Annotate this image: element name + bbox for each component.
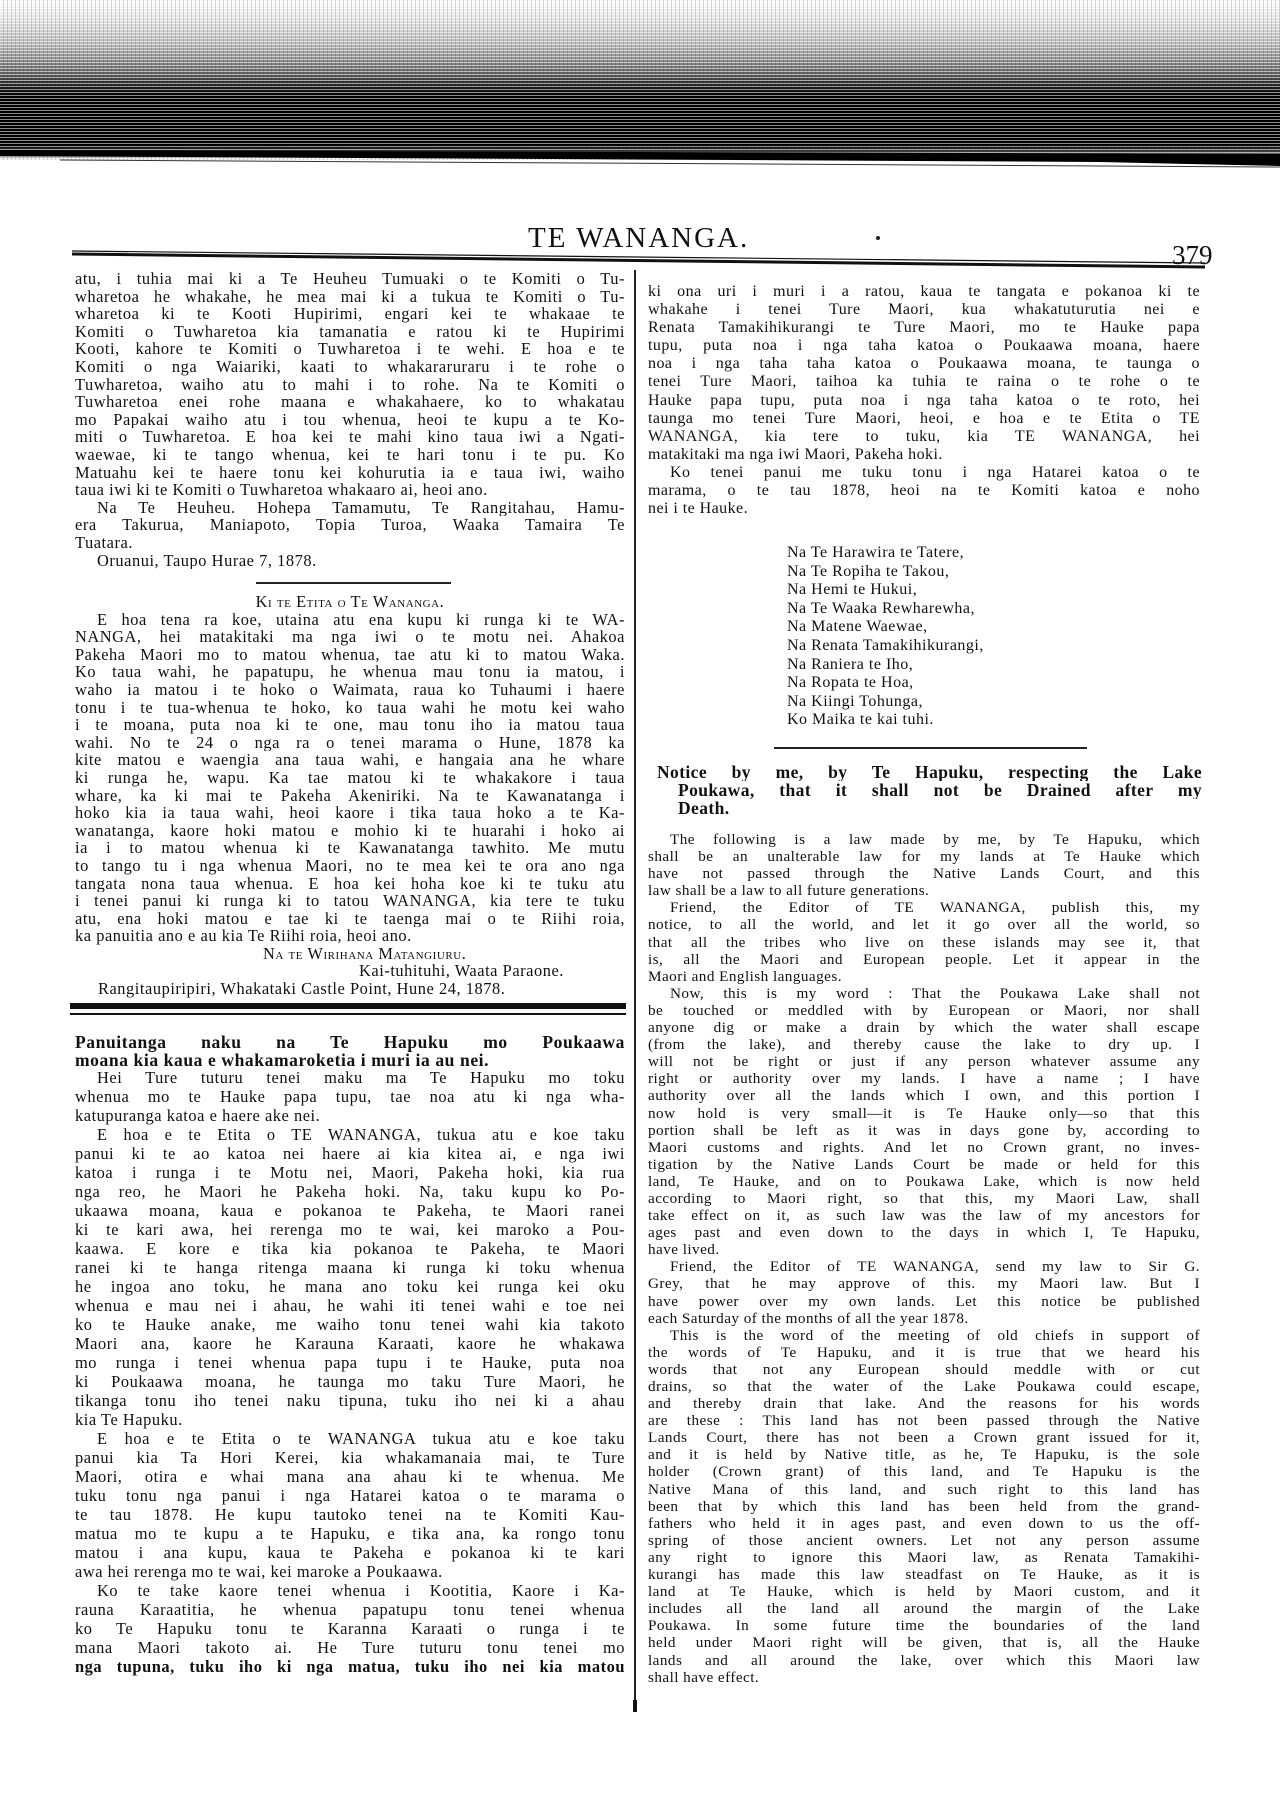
section-rule (256, 582, 451, 584)
text-line: awa hei rerenga mo te wai, kei maroke a Poukaawa. (75, 1562, 443, 1581)
signatory-name: Na Kiingi Tohunga, (787, 692, 924, 710)
text-line: take effect on it, as such law was the law of my ancestors for (648, 1207, 1200, 1225)
signatory-name: Na Renata Tamakihikurangi, (787, 636, 984, 654)
column-divider (634, 270, 636, 1710)
text-line: E hoa tena ra koe, utaina atu ena kupu ki runga ki te WA- (97, 610, 625, 629)
text-line: WANANGA, kia tere to tuku, kia TE WANANGA, hei (648, 427, 1200, 445)
text-line: ka panuitia ano e au kia Te Riihi roia, heoi ano. (75, 927, 412, 945)
signatory-name: Na Raniera te Iho, (787, 655, 914, 673)
text-line: any right to ignore this Maori law, as Renata Tamakihi- (648, 1548, 1200, 1566)
text-line: whenua mo te Hauke papa tupu, tae noa atu ki nga wha- (75, 1087, 625, 1106)
text-line: Matuahu kei te haere tonu kei kohurutia ia e taua iwi, waiho (75, 463, 625, 482)
place-date-line: Rangitaupiripiri, Whakataki Castle Point, Hune 24, 1878. (98, 980, 506, 998)
panuitanga-heading (75, 1034, 625, 1069)
text-line: Native Mana of this land, and such right to this land has (648, 1480, 1200, 1498)
text-line: ko Te Hapuku tonu te Karanna Karaati o runga i te (75, 1619, 625, 1638)
text-line: have not passed through the Native Lands Court, and this (648, 865, 1200, 883)
paragraph (75, 1068, 625, 1125)
text-line: waho ia matou i te hoko o Waimata, raua ko Tuhaumi i haere (75, 680, 625, 699)
text-line: i te moana, puta noa ki te one, mau tonu iho ia matou taua (75, 716, 625, 734)
text-line: notice, to all the world, and let it go over all the world, so (648, 916, 1200, 934)
text-line: tonu i te tua-whenua te hoko, ko taua wahi he motu kei waho (75, 698, 625, 717)
text-line: Ko te take kaore tenei whenua i Kootitia, Kaore i Ka- (97, 1581, 625, 1600)
text-line: NANGA, hei matakitaki ma nga iwi o te motu nei. Ahakoa (75, 628, 625, 646)
text-line: tikanga tonu iho tenei naku tipuna, tuku iho nei ki a ahau (75, 1391, 625, 1410)
heading-line: Panuitanga naku na Te Hapuku mo Poukaawa (75, 1034, 625, 1052)
text-line: Ko taua wahi, he papatupu, he whenua mau tonu ia matou, i (75, 663, 625, 681)
text-line: mo Papakai waiho atu i tou whenua, heoi te kupu a te Ko- (75, 410, 625, 429)
signatory-name: Na Matene Waewae, (787, 618, 928, 636)
text-line: Maori and English languages. (648, 967, 842, 985)
text-line: ki Poukaawa moana, he taunga mo taku Ture Maori, he (75, 1372, 625, 1391)
text-line: ki te kari awa, hei rerenga mo te wai, kei maroko a Pou- (75, 1220, 625, 1239)
text-line: tuku tonu nga panui i nga Hatarei katoa o te marama o (75, 1486, 625, 1505)
signatory-name: Na Ropata te Hoa, (787, 674, 914, 692)
signature: Na te Wirihana Matangiuru. (263, 944, 467, 963)
text-line: kurangi has made this law steadfast on Te Hauke, as it is (648, 1566, 1200, 1584)
text-line: Hei Ture tuturu tenei maku ma Te Hapuku mo toku (97, 1068, 625, 1087)
text-line: be touched or meddled with by European or Maori, nor shall (648, 1001, 1200, 1019)
text-line: anyone dig or make a drain by which the water shall escape (648, 1019, 1200, 1037)
text-line: (from the lake), and thereby cause the lake to dry up. I (648, 1036, 1200, 1054)
paragraph (648, 831, 1200, 899)
text-line: shall be an unalterable law for my lands at Te Hauke which (648, 848, 1200, 866)
paragraph (75, 270, 625, 499)
text-line: Hauke papa tupu, puta noa i nga taha katoa o te roto, hei (648, 391, 1200, 409)
article-letter-to-editor (75, 593, 625, 998)
text-line: Komiti o Tuwharetoa kia tamanatia e ratou ki te Hupirimi (75, 322, 625, 341)
text-line: whenua e mau nei i ahau, he wahi iti tenei wahi e toe nei (75, 1296, 625, 1315)
masthead-title: TE WANANGA. (528, 222, 750, 254)
section-rule (774, 747, 1087, 749)
paragraph (75, 1429, 625, 1581)
text-line: panui kia Ta Hori Kerei, kia whakamanaia mai, te Ture (75, 1448, 625, 1467)
text-line: ia i to matou whenua ki te Kawanatanga tawhito. Me mutu (75, 839, 625, 857)
text-line: right or authority over my lands. I have a name ; I have (648, 1070, 1200, 1088)
paragraph (648, 985, 1200, 1259)
text-line: Grey, that he may approve of this. my Maori law. But I (648, 1275, 1200, 1293)
text-line: ki runga he, wapu. Ka tae matou ki te whakakore i taua (75, 768, 625, 787)
text-line: tenei Ture Maori, taihoa ka tuhia te raina o te rohe o te (648, 373, 1200, 391)
signatory-name: Na Te Ropiha te Takou, (787, 562, 950, 580)
text-line: ki ona uri i muri i a ratou, kaua te tangata e pokanoa ki te (648, 283, 1200, 300)
text-line: holder (Crown grant) of this land, and Te Hapuku is the (648, 1463, 1200, 1481)
text-line: wahi. No te 24 o nga ra o tenei marama o Hune, 1878 ka (75, 733, 625, 752)
double-rule-thick (70, 1003, 626, 1009)
text-line: nga reo, he Maori he Pakeha hoki. Na, taku kupu ko Po- (75, 1182, 625, 1201)
text-line: are these : This land has not been passed through the Native (648, 1412, 1200, 1430)
text-line: and thereby drain that lake. And the reasons for his words (648, 1395, 1200, 1413)
text-line: spring of those ancient owners. Let not any person assume (648, 1531, 1200, 1549)
text-line: whare, ka ki mai te Pakeha Akeniriki. Na te Kawanatanga i (75, 786, 625, 805)
text-line: noa i nga taha taha katoa o Poukaawa moana, te taunga o (648, 355, 1200, 373)
text-line: Renata Tamakihikurangi te Ture Maori, mo te Hauke papa (648, 319, 1200, 337)
text-line: land, Te Hauke, and on to Poukawa Lake, which is now held (648, 1172, 1200, 1190)
text-line: have lived. (648, 1241, 720, 1259)
text-line: Komiti o nga Waiariki, kaati to whakararuraru i te rohe o (75, 357, 625, 376)
text-line: fathers who held it in ages past, and even down to us the off- (648, 1514, 1200, 1532)
paragraph (648, 1258, 1200, 1326)
text-line: Na Te Heuheu. Hohepa Tamamutu, Te Rangitahau, Hamu- (97, 498, 625, 517)
text-line: each Saturday of the months of all the year 1878. (648, 1309, 969, 1327)
text-line: is, all the Maori and European people. Let it appear in the (648, 950, 1200, 968)
text-line: ages past and even down to the days in which I, Te Hapuku, (648, 1224, 1200, 1242)
scan-edge-shadow (0, 140, 1280, 170)
text-line: E hoa e te Etita o TE WANANGA, tukua atu e koe taku (97, 1125, 625, 1144)
text-line: tigation by the Native Lands Court be made or held for this (648, 1155, 1200, 1173)
text-line: matou i ana kupu, kaua te Pakeha e pokanoa ki te kari (75, 1543, 625, 1562)
text-line: matua mo te kupu a te Hapuku, e tika ana, ka rongo tonu (75, 1524, 625, 1543)
text-line: Oruanui, Taupo Hurae 7, 1878. (97, 551, 317, 570)
text-line: kite matou e waengia ana taua wahi, e hangaia ana he whare (75, 751, 625, 769)
text-line: Maori customs and rights. And let no Crown grant, no inves- (648, 1138, 1200, 1156)
notice-heading (657, 763, 1202, 817)
text-line: been that by which this land has been held from the grand- (648, 1497, 1200, 1515)
text-line: Tuwharetoa enei rohe maana e whakahaere, ko to whakatau (75, 393, 625, 411)
text-line: wanatanga, kaore hoki matou e mohio ki te huarahi i hoko ai (75, 821, 625, 840)
article-notice (648, 831, 1200, 1686)
text-line: te tau 1878. He kupu tautoko tenei na te Komiti Kau- (75, 1505, 625, 1524)
text-line: he ingoa ano toku, he mana ano toku kei runga kei oku (75, 1277, 625, 1296)
text-line: Tuwharetoa, waiho atu to mahi i to rohe. Na te Komiti o (75, 375, 625, 394)
article-body (75, 611, 625, 945)
text-line: includes all the land all around the margin of the Lake (648, 1600, 1200, 1618)
text-line: words that not any European should meddle with or cut (648, 1360, 1200, 1378)
paragraph (75, 499, 625, 552)
text-line: portion shall be left as it was in days gone by, according to (648, 1121, 1200, 1139)
column-divider-end (633, 1700, 637, 1712)
secretary-line: Kai-tuhituhi, Waata Paraone. (359, 962, 564, 981)
text-line: ukaawa moana, kaua e pokanoa te Pakeha, te Maori ranei (75, 1201, 625, 1220)
article-continuation (648, 283, 1200, 518)
paragraph (75, 611, 625, 945)
text-line: ko te Hauke anake, me waiho tonu tenei wahi kia takoto (75, 1315, 625, 1334)
text-line: Tuatara. (75, 533, 133, 552)
text-line: kia Te Hapuku. (75, 1410, 183, 1429)
article-panuitanga (75, 1068, 625, 1676)
text-line: Maori, otira e whai mana ana ahau ki te whenua. Me (75, 1467, 625, 1486)
text-line: to tango tu i nga whenua Maori, no te mea kei te ora ano nga (75, 856, 625, 875)
heading-line: moana kia kaua e whakamaroketia i muri ia au nei. (75, 1051, 490, 1069)
signatory-name: Na Hemi te Hukui, (787, 581, 918, 599)
text-line: wharetoa he whakahe, he mea mai ki a tukua te Komiti o Tu- (75, 287, 625, 306)
text-line: atu, i tuhia mai ki a Te Heuheu Tumuaki o te Komiti o Tu- (75, 270, 625, 288)
heading-line: Notice by me, by Te Hapuku, respecting the Lake (657, 763, 1202, 781)
text-line: i tenei panui ki runga ki to tatou WANANGA, kia tere te tuku (75, 892, 625, 910)
text-line: E hoa e te Etita o te WANANGA tukua atu e koe taku (97, 1429, 625, 1448)
text-line: Maori ana, kaore he Karauna Karaati, kaore he whakawa (75, 1334, 625, 1353)
text-line: mana Maori takoto ai. He Ture tuturu tonu tenei mo (75, 1638, 625, 1657)
text-line: nei i te Hauke. (648, 500, 749, 518)
paragraph (648, 1327, 1200, 1686)
heading-line: Death. (678, 799, 730, 817)
signatory-name: Ko Maika te kai tuhi. (787, 711, 934, 729)
text-line: have power over my own lands. Let this notice be published (648, 1292, 1200, 1310)
text-line: shall have effect. (648, 1668, 760, 1686)
text-line: land at Te Hauke, which is held by Maori custom, and it (648, 1583, 1200, 1601)
text-line: authority over all the lands which I own, and this portion I (648, 1087, 1200, 1105)
text-line: Now, this is my word : That the Poukawa Lake shall not (670, 984, 1200, 1002)
text-line: Lands Court, there has not been a Crown grant issued for it, (648, 1429, 1200, 1447)
text-line: hoko kia ia taua wahi, heoi kaore i tika taua hoko a te Ka- (75, 804, 625, 822)
text-line: according to Maori right, so that this, my Maori Law, shall (648, 1189, 1200, 1207)
text-line: era Takurua, Maniapoto, Topia Turoa, Waaka Tamaira Te (75, 516, 625, 534)
text-line: tangata nona taua whenua. E hoa kei hoha koe ki te tuku atu (75, 874, 625, 893)
signatory-name: Na Te Waaka Rewharewha, (787, 599, 975, 617)
paragraph (648, 283, 1200, 464)
text-line: Poukawa. In some future time the boundaries of the land (648, 1617, 1200, 1635)
text-line: rauna Karaatitia, he whenua papatupu tonu tenei whenua (75, 1600, 625, 1619)
text-line: that all the tribes who live on these islands may see it, that (648, 933, 1200, 951)
article-tuwharetoa-letter (75, 270, 625, 569)
header-rule-thick (72, 254, 1205, 267)
text-line: tupu, puta noa i nga taha katoa o Poukaawa moana, haere (648, 337, 1200, 355)
scanned-page-edge-noise (0, 0, 1280, 160)
text-line: Friend, the Editor of TE WANANGA, send my law to Sir G. (670, 1258, 1200, 1276)
page-number: 379 (1172, 240, 1213, 270)
text-line: Pakeha Maori mo to matou whenua, tae atu ki to matou Waka. (75, 645, 625, 664)
paragraph (648, 464, 1200, 518)
heading-line: Poukawa, that it shall not be Drained after my (678, 781, 1202, 799)
text-line: marama, o te tau 1878, heoi na te Komiti katoa e noho (648, 482, 1200, 500)
text-line: Kooti, kahore te Komiti o Tuwharetoa i te wehi. E hoa e te (75, 340, 625, 358)
text-line: This is the word of the meeting of old chiefs in support of (670, 1326, 1200, 1344)
text-line: wharetoa ki te Kooti Hupirimi, engari kei te whakaae te (75, 305, 625, 323)
article-heading: Ki te Etita o Te Wananga. (255, 593, 445, 611)
text-line: held under Maori right will be given, that is, all the Hauke (648, 1634, 1200, 1652)
text-line: katupuranga katoa e haere ake nei. (75, 1106, 321, 1125)
text-line: lands and all around the lake, over which this Maori law (648, 1651, 1200, 1669)
text-line: now hold is very small—it is Te Hauke only—so that this (648, 1104, 1200, 1122)
text-line: nga tupuna, tuku iho ki nga matua, tuku iho nei kia matou (75, 1657, 625, 1676)
text-line: ranei ki te hanga ritenga maana ki runga ki toku whenua (75, 1258, 625, 1277)
text-line: the words of Te Hapuku, and it is true that we heard his (648, 1343, 1200, 1361)
signatories-list (787, 544, 1147, 730)
text-line: miti o Tuwharetoa. E hoa kei te mahi kino taua iwi a Ngati- (75, 428, 625, 446)
text-line: The following is a law made by me, by Te Hapuku, which (670, 831, 1200, 848)
text-line: drains, so that the water of the Lake Poukawa could escape, (648, 1378, 1200, 1395)
paragraph (648, 899, 1200, 984)
text-line: panui ki te ao katoa nei haere ai kia kitea ai, e nga iwi (75, 1144, 625, 1163)
text-line: whakahe i tenei Ture Maori, kua whakatuturutia nei e (648, 301, 1200, 319)
paragraph (75, 1581, 625, 1676)
text-line: Ko tenei panui me tuku tonu i nga Hatarei katoa o te (670, 463, 1200, 481)
text-line: taunga mo tenei Ture Maori, heoi, e hoa e te Etita o TE (648, 409, 1200, 427)
text-line: waewae, ki te tango whenua, kei te hari tonu i te pu. Ko (75, 445, 625, 464)
text-line: taua iwi ki te Komiti o Tuwharetoa whakaaro ai, heoi ano. (75, 481, 488, 499)
text-line: law shall be a law to all future generations. (648, 882, 930, 900)
paragraph (75, 1125, 625, 1429)
text-line: Friend, the Editor of TE WANANGA, publish this, my (670, 899, 1200, 917)
signatory-name: Na Te Harawira te Tatere, (787, 544, 965, 561)
text-line: mo runga i tenei whenua papa tupu i te Hauke, puta noa (75, 1353, 625, 1372)
text-line: will not be right or just if any person whatever assume any (648, 1053, 1200, 1071)
text-line: atu, ena hoki matou e tae ki te taenga mai o te Riihi roia, (75, 909, 625, 928)
double-rule-thin (70, 1013, 626, 1015)
paragraph (75, 552, 625, 570)
text-line: kaawa. E kore e tika kia pokanoa te Pakeha, te Maori (75, 1239, 625, 1258)
text-line: and it is held by Native title, as he, Te Hapuku, is the sole (648, 1446, 1200, 1464)
text-line: katoa i runga i te Motu nei, Maori, Pakeha hoki, kia rua (75, 1163, 625, 1182)
text-line: matakitaki ma nga iwi Maori, Pakeha hoki. (648, 445, 943, 463)
